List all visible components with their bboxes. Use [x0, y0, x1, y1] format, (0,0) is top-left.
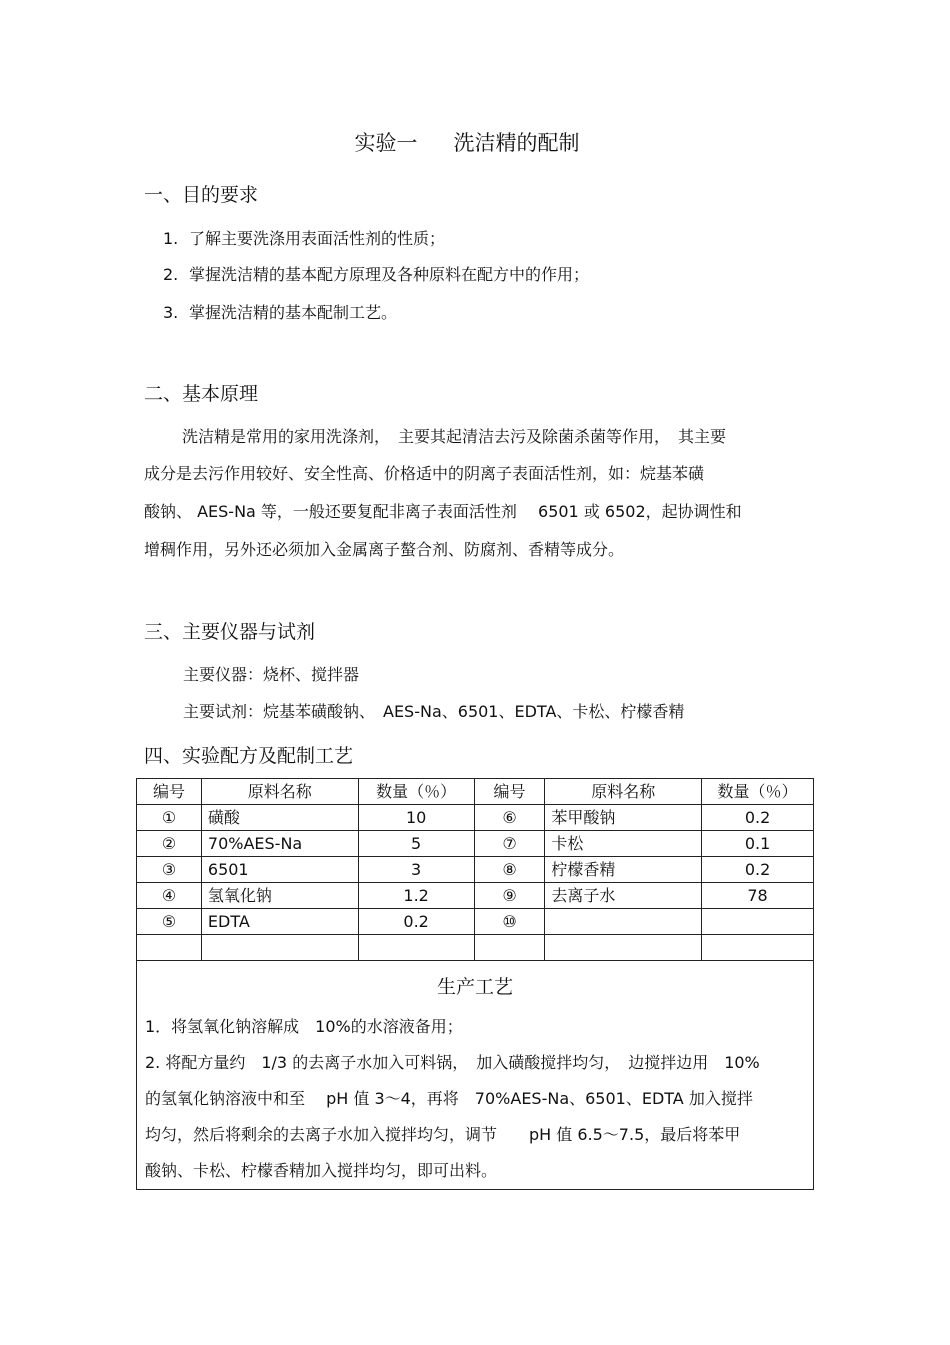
item-number: ④ [137, 883, 202, 909]
item-number [137, 935, 202, 961]
item-number: ① [137, 805, 202, 831]
table-row [137, 857, 814, 883]
table-header-row [137, 779, 814, 805]
material-name [545, 909, 702, 935]
table-row [137, 909, 814, 935]
material-name [201, 935, 358, 961]
material-name: 柠檬香精 [545, 857, 702, 883]
material-name: 苯甲酸钠 [545, 805, 702, 831]
material-name: 卡松 [545, 831, 702, 857]
process-row [137, 961, 814, 1190]
material-amount: 78 [702, 883, 814, 909]
principle-line: 成分是去污作用较好、安全性高、价格适中的阴离子表面活性剂，如：烷基苯磺 [144, 464, 705, 483]
principle-line: 洗洁精是常用的家用洗涤剂， 主要其起清洁去污及除菌杀菌等作用， 其主要 [182, 427, 727, 446]
material-amount: 0.2 [702, 857, 814, 883]
material-name: 氢氧化钠 [201, 883, 358, 909]
title-part2: 洗洁精的配制 [453, 131, 580, 155]
material-amount: 0.1 [702, 831, 814, 857]
goal-item [163, 226, 445, 249]
item-number: ⑨ [474, 883, 545, 909]
item-number: ③ [137, 857, 202, 883]
material-amount [358, 935, 474, 961]
goal-text: 掌握洗洁精的基本配制工艺。 [189, 303, 398, 322]
section-heading-formula: 四、实验配方及配制工艺 [144, 745, 354, 767]
table-row [137, 831, 814, 857]
formula-table [136, 778, 814, 1190]
section-heading-instruments: 三、主要仪器与试剂 [144, 621, 316, 643]
material-name: 6501 [201, 857, 358, 883]
process-line: 均匀，然后将剩余的去离子水加入搅拌均匀，调节 pH 值 6.5～7.5，最后将苯甲 [145, 1125, 741, 1144]
process-title: 生产工艺 [436, 976, 513, 998]
process-line: 2. 将配方量约 1/3 的去离子水加入可料锅， 加入磺酸搅拌均匀， 边搅拌边用 10% [145, 1053, 760, 1072]
document-title [0, 127, 934, 157]
goal-number: 3. [163, 303, 179, 322]
title-part1: 实验一 [354, 131, 418, 155]
section-heading-goals: 一、目的要求 [144, 184, 259, 206]
goal-text: 了解主要洗涤用表面活性剂的性质； [189, 229, 446, 248]
item-number: ⑤ [137, 909, 202, 935]
item-number: ② [137, 831, 202, 857]
material-amount: 3 [358, 857, 474, 883]
material-name: 去离子水 [545, 883, 702, 909]
table-row [137, 805, 814, 831]
material-name: 70%AES-Na [201, 831, 358, 857]
reagents-line: 主要试剂：烷基苯磺酸钠、 AES-Na、6501、EDTA、卡松、柠檬香精 [183, 702, 685, 721]
goal-item [163, 262, 589, 285]
item-number [474, 935, 545, 961]
header-cell: 原料名称 [201, 779, 358, 805]
material-amount: 10 [358, 805, 474, 831]
principle-line: 酸钠、 AES-Na 等，一般还要复配非离子表面活性剂 6501 或 6502，起协调性和 [144, 502, 742, 521]
material-amount: 5 [358, 831, 474, 857]
material-amount: 0.2 [702, 805, 814, 831]
table-row [137, 935, 814, 961]
table-row [137, 883, 814, 909]
process-section [137, 961, 814, 1190]
material-amount: 1.2 [358, 883, 474, 909]
header-cell: 编号 [137, 779, 202, 805]
material-amount [702, 935, 814, 961]
principle-line: 增稠作用，另外还必须加入金属离子螯合剂、防腐剂、香精等成分。 [144, 540, 625, 559]
material-name [545, 935, 702, 961]
header-cell: 数量（％） [702, 779, 814, 805]
goal-number: 1. [163, 229, 179, 248]
material-name: 磺酸 [201, 805, 358, 831]
section-heading-principle: 二、基本原理 [144, 383, 259, 405]
process-line: 1．将氢氧化钠溶解成 10%的水溶液备用； [145, 1017, 463, 1036]
material-amount: 0.2 [358, 909, 474, 935]
item-number: ⑩ [474, 909, 545, 935]
material-name: EDTA [201, 909, 358, 935]
goal-item [163, 300, 397, 323]
header-cell: 原料名称 [545, 779, 702, 805]
instruments-line: 主要仪器：烧杯、搅拌器 [183, 665, 360, 684]
item-number: ⑦ [474, 831, 545, 857]
process-line: 酸钠、卡松、柠檬香精加入搅拌均匀，即可出料。 [145, 1161, 498, 1180]
header-cell: 数量（％） [358, 779, 474, 805]
material-amount [702, 909, 814, 935]
process-line: 的氢氧化钠溶液中和至 pH 值 3～4，再将 70%AES-Na、6501、EDTA 加入搅拌 [145, 1089, 753, 1108]
item-number: ⑧ [474, 857, 545, 883]
goal-number: 2. [163, 265, 179, 284]
goal-text: 掌握洗洁精的基本配方原理及各种原料在配方中的作用； [189, 265, 590, 284]
item-number: ⑥ [474, 805, 545, 831]
header-cell: 编号 [474, 779, 545, 805]
